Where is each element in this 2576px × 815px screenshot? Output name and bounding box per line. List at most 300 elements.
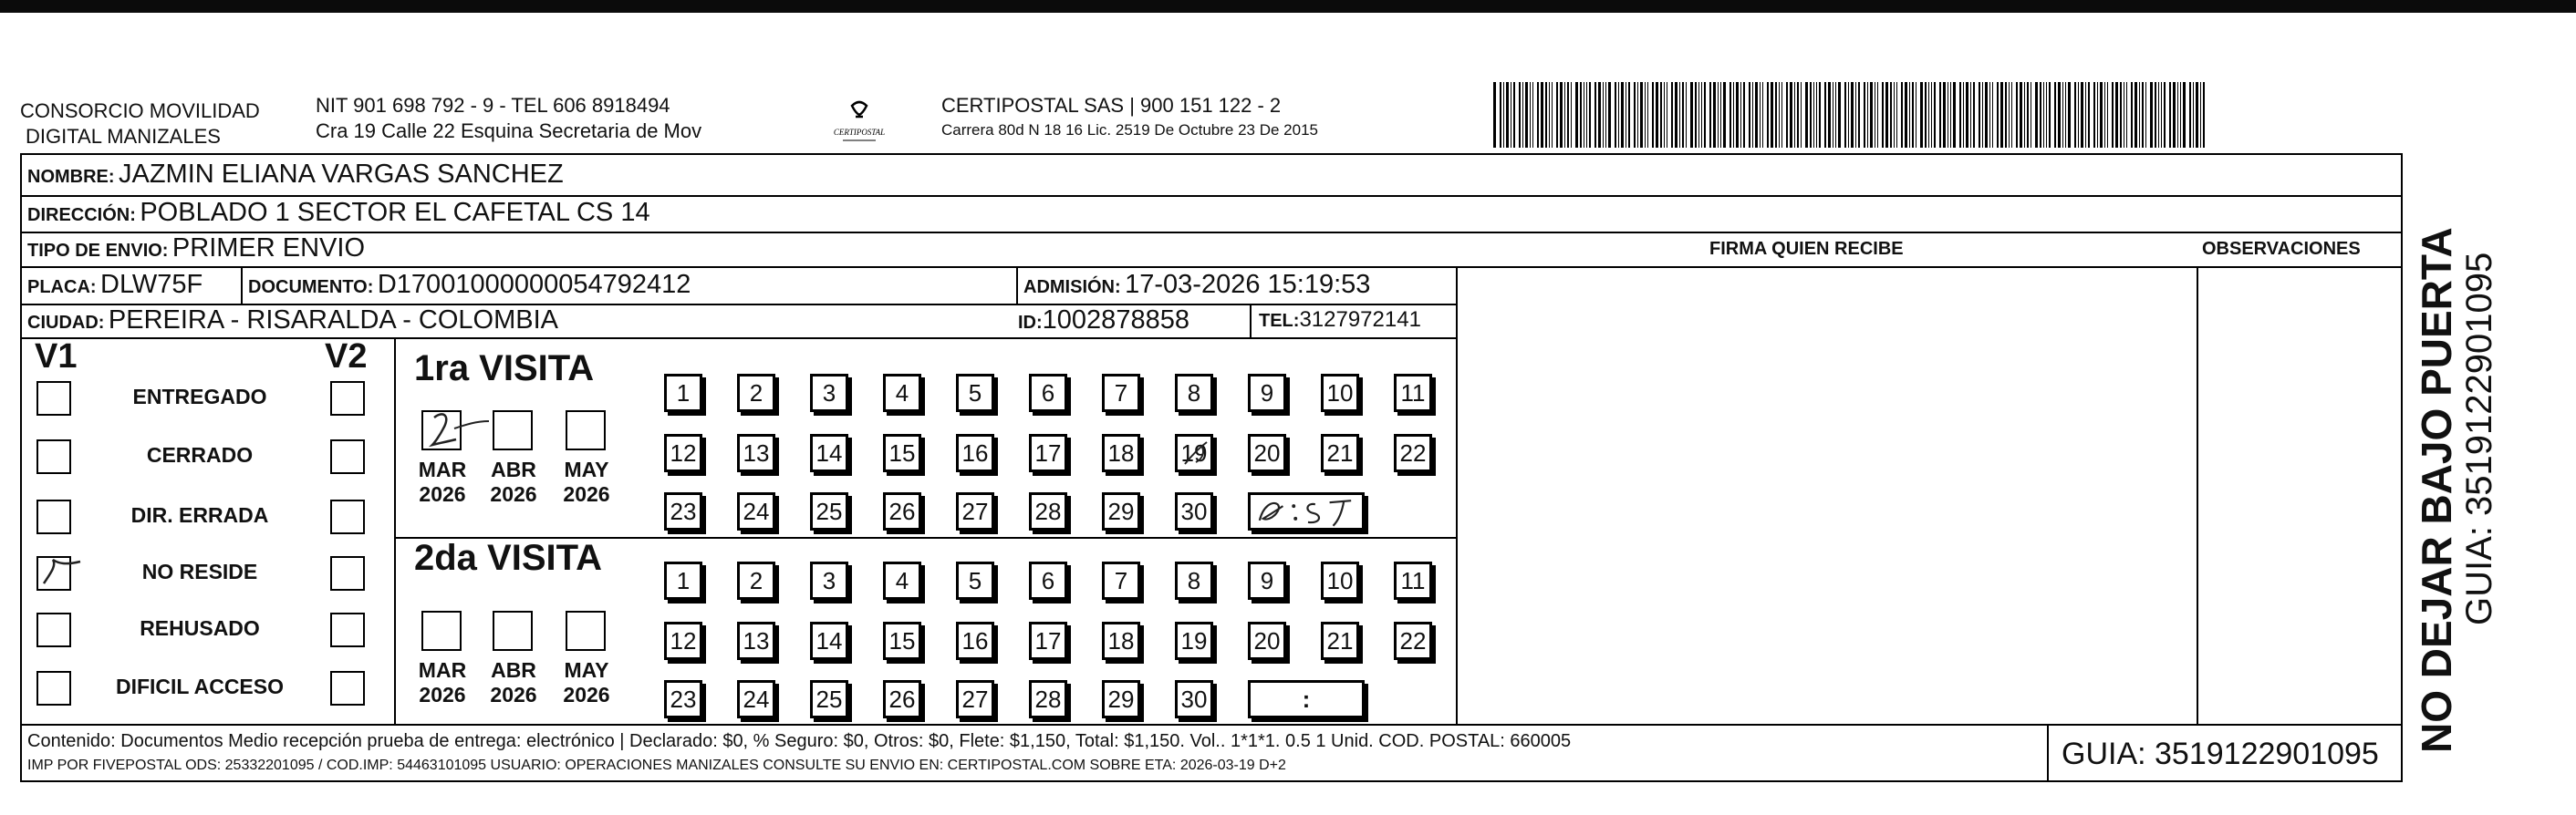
barcode-bar [1851,82,1854,148]
first-visit-month-caption [482,458,545,507]
barcode-bar [1835,82,1836,148]
second-visit-day-1[interactable]: 1 [664,562,702,600]
second-visit-day-7[interactable]: 7 [1102,562,1140,600]
second-visit-month-label: MAY [564,658,609,682]
barcode-bar [1794,82,1795,148]
first-visit-day-28[interactable]: 28 [1029,492,1067,531]
second-visit-day-10[interactable]: 10 [1321,562,1359,600]
barcode-bar [1867,82,1868,148]
barcode-bar [1966,82,1968,148]
barcode-bar [2145,82,2146,148]
first-visit-day-18[interactable]: 18 [1102,434,1140,472]
barcode-bar [2000,82,2003,148]
second-visit-month-caption [410,658,474,707]
barcode-bar [1877,82,1878,148]
barcode-bar [1943,82,1946,148]
barcode-bar [2150,82,2153,148]
barcode-bar [2093,82,2095,148]
id-cell [1018,305,1189,335]
sender-details [316,93,701,144]
v1-checkbox-dificil-acceso[interactable] [36,671,71,706]
barcode-bar [2126,82,2127,148]
second-visit-day-12[interactable]: 12 [664,622,702,660]
first-visit-day-3[interactable]: 3 [810,374,848,412]
first-visit-month-caption [555,458,618,507]
ciudad-cell [27,305,558,335]
first-visit-day-17[interactable]: 17 [1029,434,1067,472]
barcode-bar [2058,82,2061,148]
barcode-bar [1920,82,1923,148]
second-visit-day-19[interactable]: 19 [1175,622,1213,660]
placa-label: PLACA: [27,277,97,297]
second-visit-day-15[interactable]: 15 [883,622,921,660]
first-visit-time-box[interactable] [1248,492,1365,531]
barcode-bar [2040,82,2041,148]
barcode-bar [1997,82,1999,148]
v2-checkbox-no-reside[interactable] [330,556,365,591]
admision-value: 17-03-2026 15:19:53 [1125,270,1371,299]
direccion-label: DIRECCIÓN: [27,205,136,225]
barcode-bar [1723,82,1726,148]
barcode-bar [1615,82,1616,148]
barcode-bar [1771,82,1773,148]
second-visit-month-box-may[interactable] [566,611,606,651]
second-visit-day-24[interactable]: 24 [737,680,775,718]
barcode-bar [1664,82,1665,148]
barcode-bar [1779,82,1780,148]
barcode-bar [1909,82,1910,148]
barcode-bar [1950,82,1951,148]
barcode-bar [1743,82,1745,148]
v1-label: V1 [35,337,78,376]
barcode-bar [2120,82,2122,148]
first-visit-day-9[interactable]: 9 [1248,374,1286,412]
tel-label: TEL: [1259,311,1300,331]
barcode-bar [1713,82,1716,148]
v2-checkbox-cerrado[interactable] [330,439,365,474]
barcode-bar [2054,82,2056,148]
tipo-envio-label: TIPO DE ENVIO: [27,241,169,261]
first-visit-day-8[interactable]: 8 [1175,374,1213,412]
barcode-bar [1634,82,1636,148]
barcode-bar [1598,82,1601,148]
barcode-bar [1720,82,1721,148]
barcode-bar [1970,82,1971,148]
barcode-bar [1775,82,1777,148]
barcode-bar [1675,82,1678,148]
barcode-bar [1801,82,1802,148]
barcode-bar [1939,82,1941,148]
barcode-bar [1752,82,1753,148]
barcode-bar [1589,82,1591,148]
barcode-bar [1698,82,1699,148]
barcode-bar [2142,82,2144,148]
barcode-bar [1934,82,1936,148]
barcode-bar [2020,82,2022,148]
barcode-bar [2158,82,2159,148]
first-visit-day-2[interactable]: 2 [737,374,775,412]
barcode-bar [1963,82,1964,148]
first-visit-day-27[interactable]: 27 [956,492,994,531]
first-visit-day-30[interactable]: 30 [1175,492,1213,531]
barcode-bar [1647,82,1648,148]
barcode-bar [1953,82,1956,148]
barcode-bar [2107,82,2108,148]
v2-checkbox-entregado[interactable] [330,381,365,416]
barcode-bar [1503,82,1504,148]
second-visit-day-9[interactable]: 9 [1248,562,1286,600]
first-visit-year-label: 2026 [490,482,537,506]
ciudad-value: PEREIRA - RISARALDA - COLOMBIA [108,305,559,335]
status-label-no-reside: NO RESIDE [141,560,258,583]
first-visit-month-box-abr[interactable] [493,410,533,450]
first-visit-day-4[interactable]: 4 [883,374,921,412]
first-visit-day-19[interactable]: 19 [1175,434,1213,472]
carrier-line: CERTIPOSTAL SAS | 900 151 122 - 2 [941,94,1282,117]
barcode-bar [2074,82,2076,148]
first-visit-day-24[interactable]: 24 [737,492,775,531]
barcode-bar [1760,82,1761,148]
direccion-row [27,198,650,228]
first-visit-day-22[interactable]: 22 [1394,434,1432,472]
barcode-bar [2100,82,2103,148]
second-visit-day-14[interactable]: 14 [810,622,848,660]
ciudad-label: CIUDAD: [27,313,105,333]
v1-checkbox-no-reside[interactable] [36,556,71,591]
barcode-bar [1928,82,1929,148]
barcode-bar [1671,82,1673,148]
sender-name-line2: DIGITAL MANIZALES [26,125,221,148]
first-visit-month-caption [410,458,474,507]
second-visit-day-28[interactable]: 28 [1029,680,1067,718]
barcode-bar [2135,82,2137,148]
second-visit-day-30[interactable]: 30 [1175,680,1213,718]
status-label-entregado: ENTREGADO [132,385,267,408]
barcode-bar [1781,82,1782,148]
tel-value: 3127972141 [1299,307,1421,332]
barcode-bar [2097,82,2098,148]
second-visit-day-16[interactable]: 16 [956,622,994,660]
barcode-bar [1813,82,1814,148]
barcode-bar [2027,82,2029,148]
no-dejar-bajo-puerta: NO DEJAR BAJO PUERTA [2413,227,2460,753]
admision-cell [1023,270,1370,300]
second-visit-day-29[interactable]: 29 [1102,680,1140,718]
barcode-bar [1709,82,1711,148]
second-visit-time-box[interactable]: : [1248,680,1365,718]
v2-checkbox-dificil-acceso[interactable] [330,671,365,706]
direccion-value: POBLADO 1 SECTOR EL CAFETAL CS 14 [140,198,650,227]
barcode-bar [1522,82,1523,148]
barcode-bar [1605,82,1606,148]
carrier-block [941,93,1318,142]
second-visit-day-26[interactable]: 26 [883,680,921,718]
barcode-bar [1682,82,1684,148]
second-visit-day-25[interactable]: 25 [810,680,848,718]
barcode-bar [2049,82,2051,148]
second-visit-year-label: 2026 [563,683,610,707]
barcode-bar [2180,82,2181,148]
placa-cell [27,270,203,300]
barcode-bar [1848,82,1849,148]
barcode-bar [1959,82,1961,148]
sender-block [20,98,260,150]
barcode-bar [2155,82,2156,148]
barcode-bar [2081,82,2083,148]
barcode-bar [1603,82,1604,148]
barcode-bar [1594,82,1596,148]
barcode-bar [2046,82,2047,148]
second-visit-day-22[interactable]: 22 [1394,622,1432,660]
barcode-bar [1541,82,1543,148]
barcode-bar [1679,82,1680,148]
second-visit-day-21[interactable]: 21 [1321,622,1359,660]
first-visit-day-14[interactable]: 14 [810,434,848,472]
first-visit-day-12[interactable]: 12 [664,434,702,472]
barcode-bar [1885,82,1888,148]
second-visit-month-caption [555,658,618,707]
first-visit-day-13[interactable]: 13 [737,434,775,472]
barcode-bar [1992,82,1993,148]
barcode-bar [1733,82,1734,148]
barcode-bar [1819,82,1821,148]
barcode-bar [2065,82,2066,148]
first-visit-day-20[interactable]: 20 [1248,434,1286,472]
second-visit-day-6[interactable]: 6 [1029,562,1067,600]
barcode-bar [1571,82,1572,148]
barcode-bar [2115,82,2118,148]
first-visit-day-21[interactable]: 21 [1321,434,1359,472]
barcode-bar [1575,82,1578,148]
second-visit-title: 2da VISITA [414,538,602,578]
barcode-bar [2068,82,2071,148]
barcode-bar [1586,82,1587,148]
first-visit-day-11[interactable]: 11 [1394,374,1432,412]
barcode-bar [1985,82,1988,148]
certipostal-logo [823,95,896,148]
nombre-row [27,160,564,190]
barcode-bar [1894,82,1895,148]
barcode-bar [2078,82,2079,148]
barcode-bar [1537,82,1539,148]
second-visit-day-5[interactable]: 5 [956,562,994,600]
second-visit-day-2[interactable]: 2 [737,562,775,600]
barcode-bar [1901,82,1903,148]
barcode-bar [1560,82,1563,148]
barcode-bar [2169,82,2171,148]
barcode-bar [1552,82,1553,148]
barcode-bar [2139,82,2140,148]
barcode-bar [1905,82,1907,148]
barcode-bar [1519,82,1521,148]
barcode-bar [1545,82,1547,148]
barcode-bar [1858,82,1860,148]
status-label-cerrado: CERRADO [146,443,254,467]
barcode-bar [1618,82,1619,148]
barcode-bar [1931,82,1932,148]
barcode-bar [1637,82,1638,148]
barcode-bar [2085,82,2086,148]
first-visit-day-29[interactable]: 29 [1102,492,1140,531]
tipo-envio-row [27,233,365,263]
barcode-bar [1556,82,1558,148]
tipo-envio-value: PRIMER ENVIO [171,233,366,263]
barcode-bar [1810,82,1812,148]
v1-checkbox-entregado[interactable] [36,381,71,416]
first-visit-year-label: 2026 [419,482,466,506]
barcode-bar [1695,82,1697,148]
second-visit-day-3[interactable]: 3 [810,562,848,600]
barcode-bar [2104,82,2105,148]
barcode-bar [2193,82,2194,148]
barcode-bar [2011,82,2012,148]
v1-checkbox-cerrado[interactable] [36,439,71,474]
sender-address: Cra 19 Calle 22 Esquina Secretaria de Mov [316,119,702,142]
barcode-bar [1608,82,1611,148]
second-visit-year-label: 2026 [419,683,466,707]
barcode-bar [1652,82,1654,148]
nombre-label: NOMBRE: [27,167,115,187]
tracking-barcode [1493,82,2216,148]
barcode-bar [1790,82,1792,148]
first-visit-day-26[interactable]: 26 [883,492,921,531]
barcode-bar [1500,82,1501,148]
barcode-bar [1870,82,1873,148]
barcode-bar [1621,82,1624,148]
barcode-bar [2203,82,2205,148]
barcode-bar [2183,82,2186,148]
v1-checkbox-dir-errada[interactable] [36,500,71,534]
first-visit-day-16[interactable]: 16 [956,434,994,472]
second-visit-month-box-mar[interactable] [421,611,462,651]
barcode-bar [1925,82,1927,148]
barcode-bar [2043,82,2044,148]
barcode-bar [1564,82,1565,148]
second-visit-day-17[interactable]: 17 [1029,622,1067,660]
barcode-bar [1838,82,1841,148]
delivery-form [20,153,2403,782]
barcode-bar [1645,82,1646,148]
barcode-bar [2088,82,2090,148]
barcode-bar [1740,82,1741,148]
barcode-bar [1979,82,1980,148]
barcode-bar [1828,82,1831,148]
barcode-bar [2016,82,2018,148]
v2-checkbox-rehusado[interactable] [330,613,365,647]
barcode-bar [1755,82,1758,148]
second-visit-day-18[interactable]: 18 [1102,622,1140,660]
placa-value: DLW75F [100,270,203,299]
guia-number: GUIA: 3519122901095 [2062,737,2379,771]
barcode-bar [1532,82,1533,148]
observaciones-header: OBSERVACIONES [2202,239,2361,259]
admision-label: ADMISIÓN: [1023,277,1121,297]
second-visit-day-27[interactable]: 27 [956,680,994,718]
barcode-bar [1506,82,1509,148]
barcode-bar [1686,82,1687,148]
barcode-bar [2024,82,2025,148]
documento-label: DOCUMENTO: [248,277,374,297]
first-visit-day-6[interactable]: 6 [1029,374,1067,412]
second-visit-day-20[interactable]: 20 [1248,622,1286,660]
barcode-bar [2173,82,2176,148]
first-visit-year-label: 2026 [563,482,610,506]
barcode-bar [1690,82,1693,148]
barcode-bar [2189,82,2191,148]
barcode-bar [2200,82,2201,148]
first-visit-day-5[interactable]: 5 [956,374,994,412]
first-visit-day-15[interactable]: 15 [883,434,921,472]
v2-checkbox-dir-errada[interactable] [330,500,365,534]
barcode-bar [1701,82,1702,148]
barcode-bar [2131,82,2133,148]
second-visit-day-11[interactable]: 11 [1394,562,1432,600]
first-visit-day-7[interactable]: 7 [1102,374,1140,412]
second-visit-day-4[interactable]: 4 [883,562,921,600]
logo-mark-icon [823,95,896,148]
status-label-dificil-acceso: DIFICIL ACCESO [115,675,284,698]
first-visit-month-label: MAY [564,458,609,481]
svg-text:CERTIPOSTAL: CERTIPOSTAL [833,128,886,137]
barcode-bar [1656,82,1658,148]
barcode-bar [1549,82,1550,148]
first-visit-title: 1ra VISITA [414,348,595,388]
nombre-value: JAZMIN ELIANA VARGAS SANCHEZ [119,160,564,189]
barcode-bar [1525,82,1528,148]
second-visit-day-13[interactable]: 13 [737,622,775,660]
barcode-bar [2062,82,2063,148]
status-label-rehusado: REHUSADO [140,616,260,640]
first-visit-month-label: MAR [418,458,467,481]
v2-label: V2 [325,337,368,376]
first-visit-day-10[interactable]: 10 [1321,374,1359,412]
side-guia: GUIA: 3519122901095 [2459,252,2499,625]
second-visit-day-8[interactable]: 8 [1175,562,1213,600]
first-visit-month-box-may[interactable] [566,410,606,450]
barcode-bar [1989,82,1990,148]
first-visit-day-1[interactable]: 1 [664,374,702,412]
sender-nit: NIT 901 698 792 - 9 - TEL 606 8918494 [316,94,670,117]
barcode-bar [1580,82,1582,148]
tel-cell [1259,307,1421,333]
first-visit-day-23[interactable]: 23 [664,492,702,531]
id-value: 1002878858 [1042,305,1189,335]
barcode-bar [2035,82,2038,148]
imp-text: IMP POR FIVEPOSTAL ODS: 25332201095 / COD.IMP: 54463101095 USUARIO: OPERACIONES MANIZALES CONSULTE SU ENVIO EN: CERTIPOSTAL.COM SOBRE ETA: 2026-03-19 D+2 [27,758,1286,773]
barcode-bar [1749,82,1750,148]
barcode-bar [1982,82,1983,148]
barcode-bar [1660,82,1662,148]
second-visit-month-label: ABR [491,658,536,682]
barcode-bar [1882,82,1884,148]
barcode-bar [1493,82,1496,148]
top-scan-edge [0,0,2576,13]
barcode-bar [1628,82,1630,148]
second-visit-month-caption [482,658,545,707]
sender-name-line1: CONSORCIO MOVILIDAD [20,99,260,122]
barcode-bar [1736,82,1739,148]
barcode-bar [1824,82,1826,148]
second-visit-month-box-abr[interactable] [493,611,533,651]
barcode-bar [1816,82,1817,148]
v1-checkbox-rehusado[interactable] [36,613,71,647]
first-visit-day-25[interactable]: 25 [810,492,848,531]
barcode-bar [1640,82,1643,148]
barcode-bar [2196,82,2198,148]
first-visit-month-box-mar[interactable] [421,410,462,450]
second-visit-day-23[interactable]: 23 [664,680,702,718]
barcode-bar [2009,82,2010,148]
